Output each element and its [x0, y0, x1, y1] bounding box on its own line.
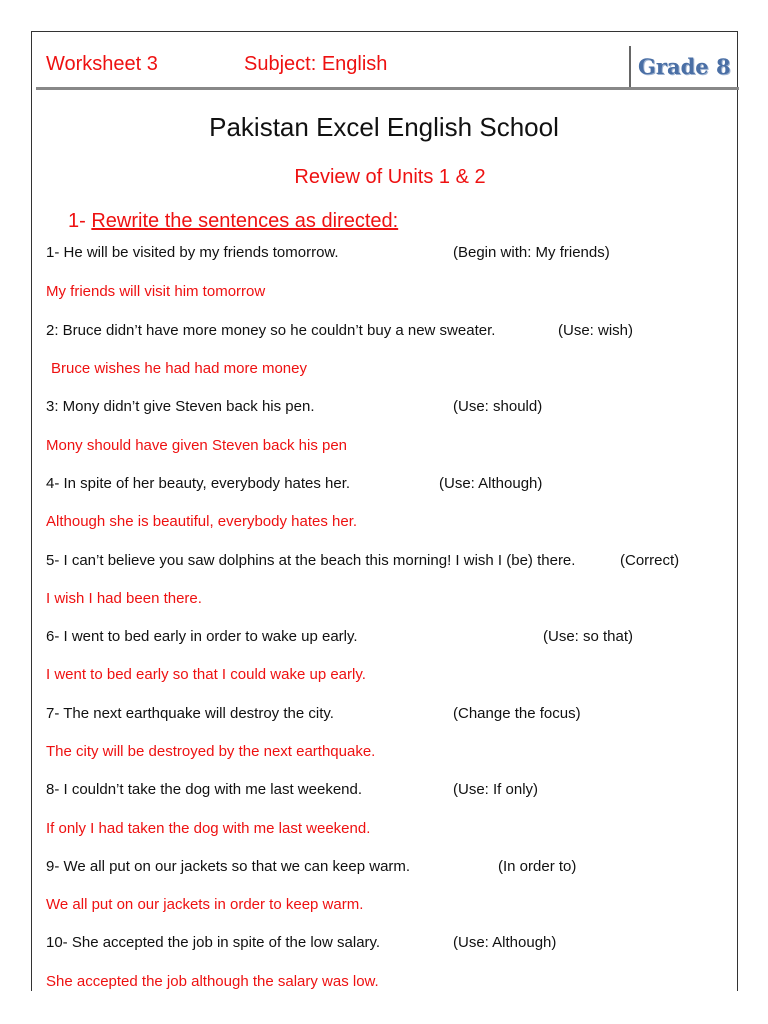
question-3: 3: Mony didn’t give Steven back his pen. — [46, 398, 315, 415]
question-1-hint: (Begin with: My friends) — [453, 244, 610, 261]
question-4-hint: (Use: Although) — [439, 475, 543, 492]
section-title: Rewrite the sentences as directed: — [91, 210, 399, 232]
review-title: Review of Units 1 & 2 — [294, 166, 486, 188]
subject-label: Subject: English — [244, 53, 388, 75]
answer-8: If only I had taken the dog with me last weekend. — [46, 820, 371, 837]
question-3-hint: (Use: should) — [453, 398, 543, 415]
question-10-hint: (Use: Although) — [453, 934, 557, 951]
answer-10: She accepted the job although the salary was low. — [46, 973, 379, 990]
section-number: 1- — [68, 210, 86, 232]
question-8: 8- I couldn’t take the dog with me last weekend. — [46, 781, 363, 798]
question-4: 4- In spite of her beauty, everybody hates her. — [46, 475, 351, 492]
school-title: Pakistan Excel English School — [209, 112, 559, 142]
question-5-hint: (Correct) — [620, 552, 680, 569]
answer-7: The city will be destroyed by the next earthquake. — [46, 743, 376, 760]
answer-1: My friends will visit him tomorrow — [46, 283, 266, 300]
question-7: 7- The next earthquake will destroy the city. — [46, 705, 334, 722]
question-2-hint: (Use: wish) — [558, 322, 634, 339]
answer-5: I wish I had been there. — [46, 590, 202, 607]
grade-label: Grade 8 — [638, 54, 731, 79]
question-8-hint: (Use: If only) — [453, 781, 539, 798]
answer-6: I went to bed early so that I could wake up early. — [46, 666, 366, 683]
header-rule — [36, 87, 739, 90]
question-2: 2: Bruce didn’t have more money so he couldn’t buy a new sweater. — [46, 322, 496, 339]
question-1: 1- He will be visited by my friends tomorrow. — [46, 244, 339, 261]
answer-4: Although she is beautiful, everybody hates her. — [46, 513, 358, 530]
question-10: 10- She accepted the job in spite of the low salary. — [46, 934, 381, 951]
worksheet-label: Worksheet 3 — [46, 53, 158, 75]
question-6-hint: (Use: so that) — [543, 628, 634, 645]
answer-2: Bruce wishes he had had more money — [51, 360, 307, 377]
question-6: 6- I went to bed early in order to wake up early. — [46, 628, 358, 645]
question-9: 9- We all put on our jackets so that we can keep warm. — [46, 858, 411, 875]
grade-divider — [629, 46, 631, 88]
answer-9: We all put on our jackets in order to keep warm. — [46, 896, 364, 913]
question-9-hint: (In order to) — [498, 858, 577, 875]
answer-3: Mony should have given Steven back his pen — [46, 437, 348, 454]
section-heading — [68, 210, 398, 233]
question-5: 5- I can’t believe you saw dolphins at the beach this morning! I wish I (be) there. — [46, 552, 576, 569]
question-7-hint: (Change the focus) — [453, 705, 581, 722]
